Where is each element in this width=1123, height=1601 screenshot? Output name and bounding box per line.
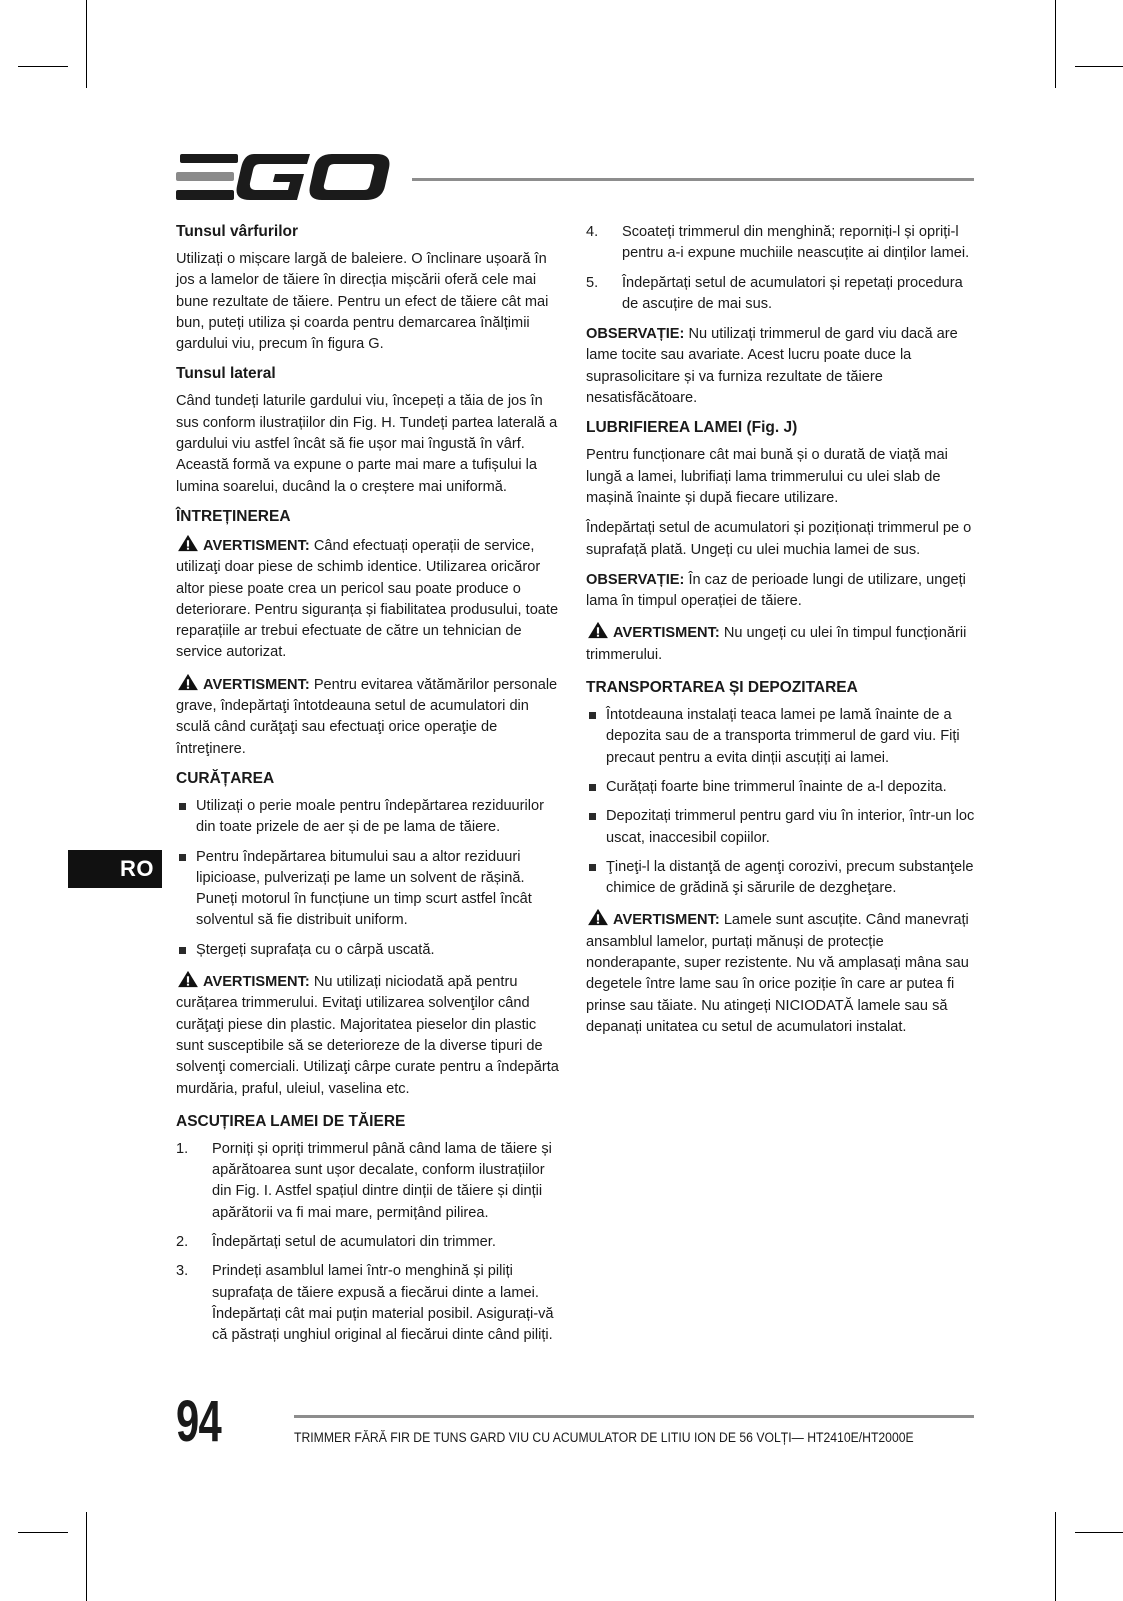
list-item [176, 1261, 564, 1346]
list-item [586, 857, 976, 900]
list-item [586, 806, 976, 849]
warning-block [176, 970, 564, 1100]
warning-block [586, 908, 976, 1038]
warning-label: AVERTISMENT: [203, 537, 310, 554]
warning-label: AVERTISMENT: [613, 625, 720, 642]
crop-mark [18, 66, 68, 67]
section-title: Tunsul lateral [176, 365, 276, 383]
note-block [586, 324, 976, 409]
paragraph: Utilizați o mișcare largă de baleiere. O înclinare ușoară în jos a lamelor de tăiere în direcția mișcării oferă cele mai bune rezultate de tăiere. Pentru un efect de tăiere cât mai bun, puteți utiliza și coarda pentru demarcarea înălțimii gardului viu, precum în figura G. [176, 251, 549, 353]
bullet-list [176, 796, 564, 961]
list-item-text: Întotdeauna instalați teaca lamei pe lamă înainte de a depozita sau de a transporta trimmerul de gard viu. Fiți precaut pentru a evita dinții ascuțiți ai lamei. [606, 707, 960, 766]
step-text: Îndepărtați setul de acumulatori din trimmer. [212, 1233, 496, 1250]
note-text: Nu utilizați trimmerul de gard viu dacă are lame tocite sau avariate. Acest lucru poate duce la suprasolicitare și va furniza rezultate de tăiere nesatisfăcătoare. [586, 326, 958, 407]
list-item [176, 1139, 564, 1224]
note-text: În caz de perioade lungi de utilizare, ungeți lama în timpul operației de tăiere. [586, 571, 966, 610]
list-item [586, 777, 976, 798]
warning-text: Când efectuați operații de service, utilizaţi doar piese de schimb identice. Utilizarea oricăror altor piese poate crea un pericol sau poate produce o deteriorare. Pentru siguranța și fiabilitatea produsului, toate reparațiile ar trebui efectuate de către un tehnician de service autorizat. [176, 537, 559, 661]
warning-label: AVERTISMENT: [613, 912, 720, 929]
section-heading: LUBRIFIEREA LAMEI (Fig. J) [586, 419, 798, 437]
list-item-text: Curățați foarte bine trimmerul înainte de a-l depozita. [606, 778, 947, 795]
square-bullet-icon [179, 803, 186, 810]
note-label: OBSERVAȚIE: [586, 326, 685, 343]
step-number: 1. [176, 1140, 189, 1157]
warning-text: Nu utilizați niciodată apă pentru curățarea trimmerului. Evitaţi utilizarea solvenţilor când curăţaţi piese din plastic. Majoritatea pieselor din plastic sunt susceptibile să se deterioreze de la diverse tipuri de solvenţi comerciali. Utilizaţi cârpe curate pentru a îndepărta murdăria, praful, uleiul, vaselina etc. [176, 974, 559, 1097]
warning-triangle-icon [176, 673, 200, 691]
list-item-text: Pentru îndepărtarea bitumului sau a altor reziduuri lipicioase, pulverizați pe lame un solvent de rășină. Puneți motorul în funcțiune un timp scurt astfel încât solventul să fie distribuit uniform. [196, 848, 532, 929]
warning-text: Lamele sunt ascuțite. Când manevrați ansamblul lamelor, purtați mănuși de protecție nonderapante, super rezistente. Nu vă amplasați mâna sau degetele între lame sau în orice poziție în care ar putea fi prinse sau tăiate. Nu atingeți NICIODATĂ lamele sau să depanați unitatea cu setul de acumulatori instalat. [586, 912, 969, 1035]
paragraph: Îndepărtați setul de acumulatori și poziționați trimmerul pe o suprafață plată. Ungeți cu ulei muchia lamei de sus. [586, 520, 972, 558]
square-bullet-icon [179, 854, 186, 861]
step-text: Îndepărtați setul de acumulatori și repetați procedura de ascuțire de mai sus. [622, 274, 963, 312]
warning-label: AVERTISMENT: [203, 676, 310, 693]
note-block [586, 570, 976, 613]
note-label: OBSERVAȚIE: [586, 571, 685, 588]
language-tab: RO [68, 850, 162, 888]
ego-logo [176, 152, 392, 202]
list-item [586, 705, 976, 769]
step-text: Scoateți trimmerul din menghină; reporniți-l și opriți-l pentru a-i expune muchiile neascuțite ai dinților lamei. [622, 224, 970, 262]
step-number: 2. [176, 1233, 189, 1250]
warning-triangle-icon [176, 970, 200, 988]
list-item-text: Ţineţi-l la distanţă de agenţi corozivi, precum substanţele chimice de grădină şi sărurile de dezgheţare. [606, 858, 974, 897]
warning-block [176, 673, 564, 760]
paragraph: Pentru funcționare cât mai bună și o durată de viață mai lungă a lamei, lubrifiați lama trimmerului cu ulei slab de mașină înainte și după fiecare utilizare. [586, 447, 948, 506]
crop-mark [86, 1512, 87, 1601]
section-heading: ÎNTREȚINEREA [176, 507, 291, 525]
warning-block [586, 621, 976, 666]
left-column [176, 222, 564, 1355]
bullet-list [586, 705, 976, 899]
warning-label: AVERTISMENT: [203, 974, 310, 991]
list-item-text: Utilizați o perie moale pentru îndepărtarea reziduurilor din toate prizele de aer și de pe lama de tăiere. [196, 797, 544, 836]
square-bullet-icon [589, 813, 596, 820]
crop-mark [18, 1532, 68, 1533]
numbered-list [586, 222, 976, 315]
list-item [176, 940, 564, 961]
square-bullet-icon [589, 784, 596, 791]
warning-text: Nu ungeți cu ulei în timpul funcționării trimmerului. [586, 625, 967, 663]
warning-text: Pentru evitarea vătămărilor personale grave, îndepărtaţi întotdeauna setul de acumulatori din sculă când curăţaţi sau efectuaţi orice operaţie de întreţinere. [176, 676, 558, 757]
header-rule [412, 178, 974, 181]
numbered-list [176, 1139, 564, 1347]
list-item [176, 1232, 564, 1253]
section-title: Tunsul vârfurilor [176, 223, 299, 240]
footer-title: TRIMMER FĂRĂ FIR DE TUNS GARD VIU CU ACUMULATOR DE LITIU ION DE 56 VOLȚI— HT2410E/HT2000E [294, 1430, 914, 1446]
square-bullet-icon [179, 947, 186, 954]
crop-mark [1075, 1532, 1123, 1533]
step-text: Prindeți asamblul lamei într-o menghină și piliți suprafața de tăiere expusă a fiecărui dinte a lamei. Îndepărtați cât mai puțin material posibil. Asigurați-vă că păstrați unghiul original al fiecărui dinte când piliți. [212, 1263, 554, 1344]
crop-mark [86, 0, 87, 88]
square-bullet-icon [589, 712, 596, 719]
warning-triangle-icon [586, 621, 610, 639]
list-item [176, 796, 564, 839]
section-heading: CURĂȚAREA [176, 769, 275, 787]
crop-mark [1055, 0, 1056, 88]
warning-triangle-icon [176, 534, 200, 552]
page-number: 94 [176, 1389, 222, 1454]
square-bullet-icon [589, 864, 596, 871]
list-item [176, 847, 564, 932]
warning-triangle-icon [586, 908, 610, 926]
warning-block [176, 534, 564, 664]
list-item [586, 273, 976, 316]
step-number: 5. [586, 274, 599, 291]
footer-rule [294, 1415, 974, 1418]
section-heading: TRANSPORTAREA ȘI DEPOZITAREA [586, 679, 858, 697]
list-item [586, 222, 976, 265]
step-number: 3. [176, 1263, 189, 1280]
step-text: Porniți și opriți trimmerul până când lama de tăiere și apărătoarea sunt ușor decalate, conform ilustrațiilor din Fig. I. Astfel spațiul dintre dinții de tăiere și dinții apărătorii va fi mai mare, permițând pilirea. [212, 1140, 552, 1221]
section-heading: ASCUȚIREA LAMEI DE TĂIERE [176, 1112, 406, 1130]
crop-mark [1055, 1512, 1056, 1601]
crop-mark [1075, 66, 1123, 67]
paragraph: Când tundeți laturile gardului viu, începeți a tăia de jos în sus conform ilustrațiilor din Fig. H. Tundeți partea laterală a gardului viu astfel încât să fie ușor mai îngustă în vârf. Această formă va expune o parte mai mare a tufișului la lumina soarelui, ducând la o creștere mai uniformă. [176, 393, 558, 495]
list-item-text: Depozitați trimmerul pentru gard viu în interior, într-un loc uscat, inaccesibil copiilor. [606, 808, 975, 846]
right-column [586, 222, 976, 1047]
step-number: 4. [586, 224, 599, 240]
list-item-text: Ștergeți suprafața cu o cârpă uscată. [196, 941, 435, 958]
